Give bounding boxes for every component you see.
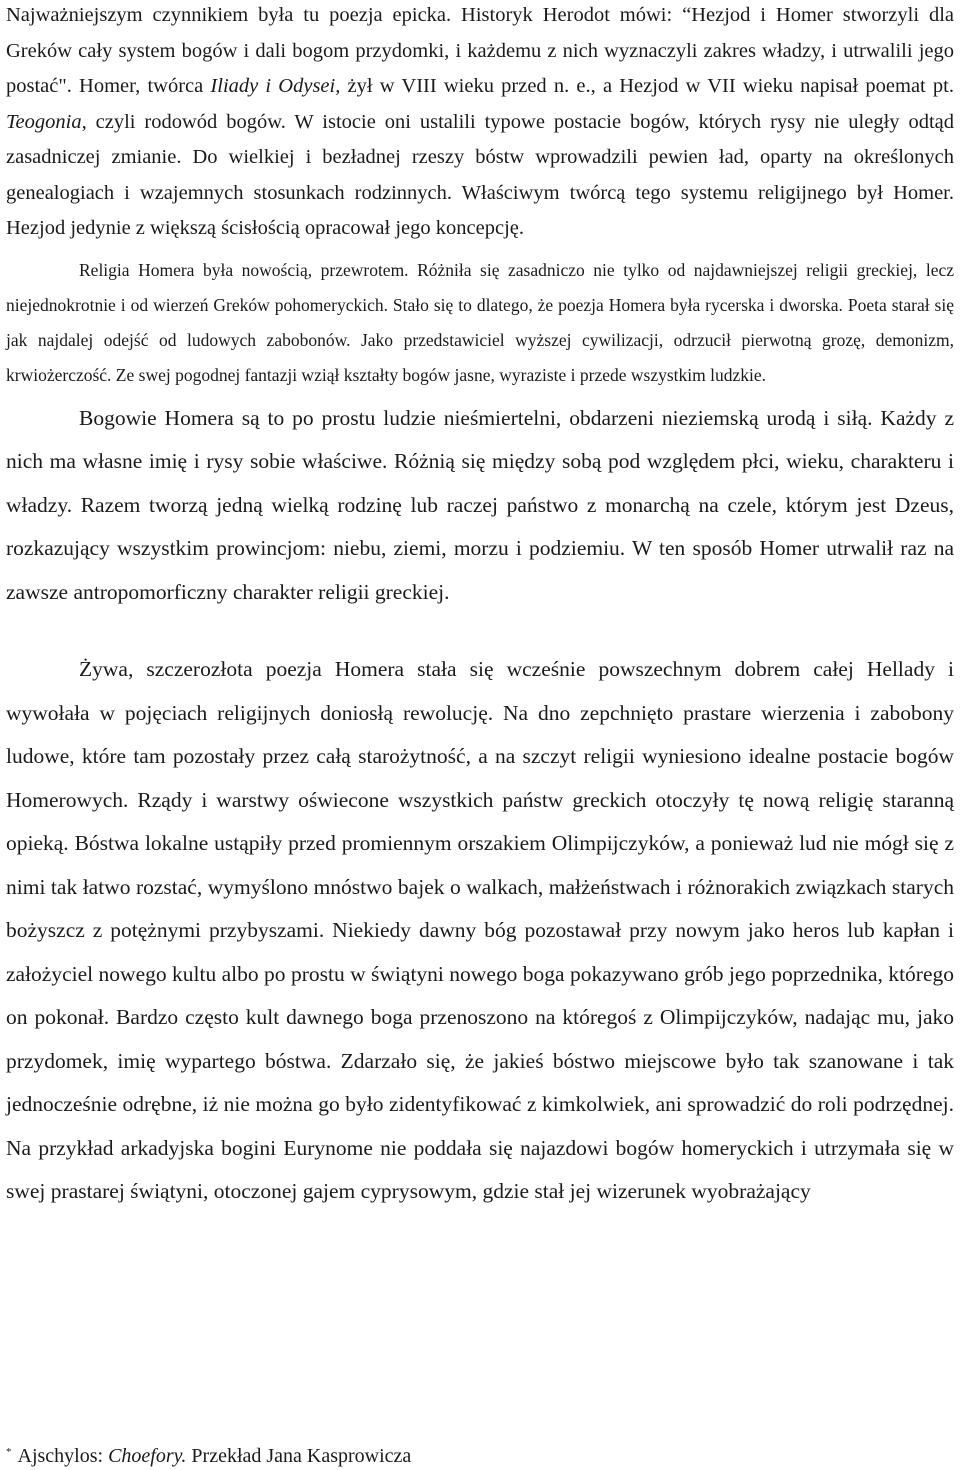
footnote-work-title: Choefory. [108,1445,187,1467]
paragraph-text: żył w VIII wieku przed n. e., a Hezjod w VII wieku napisał poemat pt. [340,75,954,97]
document-body [6,0,954,1214]
paragraph-text: czyli rodowód bogów. W istocie oni ustalili typowe postacie bogów, których rysy nie uległy odtąd zasadniczej zmianie. Do wielkiej i bezładnej rzeszy bóstw wprowadzili pewien ład, oparty na określonych genealogiach i wzajemnych stosunkach rodzinnych. Właściwym twórcą tego systemu religijnego był Homer. Hezjod jedynie z większą ścisłością opracował jego koncepcję. [6,110,954,239]
paragraph-epic-poetry [6,0,954,247]
work-title: Teogonia, [6,110,87,133]
paragraph-revolution: Żywa, szczerozłota poezja Homera stała się wcześnie powszechnym dobrem całej Hellady i wywołała w pojęciach religijnych doniosłą rewolucję. Na dno zepchnięto prastare wierzenia i zabobony ludowe, które tam pozostały przez całą starożytność, a na szczyt religii wyniesiono idealne postacie bogów Homerowych. Rządy i warstwy oświecone wszystkich państw greckich otoczyły tę nową religię staranną opieką. Bóstwa lokalne ustąpiły przed promiennym orszakiem Olimpijczyków, a ponieważ lud nie mógł się z nimi tak łatwo rozstać, wymyślono mnóstwo bajek o walkach, małżeństwach i różnorakich związkach starych bożyszcz z potężnymi przybyszami. Niekiedy dawny bóg pozostawał przy nowym jako heros lub kapłan i założyciel nowego kultu albo po prostu w świątyni nowego boga pokazywano grób jego poprzednika, którego on pokonał. Bardzo często kult dawnego boga przenoszono na któregoś z Olimpijczyków, nadając mu, jako przydomek, imię wypartego bóstwa. Zdarzało się, że jakieś bóstwo miejscowe było tak szanowane i tak jednocześnie odrębne, iż nie można go było zidentyfikować z kimkolwiek, ani sprowadzić do roli podrzędnej. Na przykład arkadyjska bogini Eurynome nie poddała się najazdowi bogów homeryckich i utrzymała się w swej prastarej świątyni, otoczonej gajem cyprysowym, gdzie stał jej wizerunek wyobrażający [6,657,954,1203]
paragraph-homer-gods: Bogowie Homera są to po prostu ludzie nieśmiertelni, obdarzeni nieziemską urodą i siłą. Każdy z nich ma własne imię i rysy sobie właściwe. Różnią się między sobą pod względem płci, wieku, charakteru i władzy. Razem tworzą jedną wielką rodzinę lub raczej państwo z monarchą na czele, którym jest Dzeus, rozkazujący wszystkim prowincjom: niebu, ziemi, morzu i podziemiu. W ten sposób Homer utrwalił raz na zawsze antropomorficzny charakter religii greckiej. [6,405,954,604]
work-title: Iliady i Odysei, [210,75,341,97]
footnote-marker: * [6,1446,12,1458]
footnote [6,1438,411,1470]
footnote-suffix: Przekład Jana Kasprowicza [186,1445,412,1467]
paragraph-homer-religion: Religia Homera była nowością, przewrotem. Różniła się zasadniczo nie tylko od najdawniejszej religii greckiej, lecz niejednokrotnie i od wierzeń Greków pohomeryckich. Stało się to dlatego, że poezja Homera była rycerska i dworska. Poeta starał się jak najdalej odejść od ludowych zabobonów. Jako przedstawiciel wyższej cywilizacji, odrzucił pierwotną grozę, demonizm, krwiożerczość. Ze swej pogodnej fantazji wziął kształty bogów jasne, wyraziste i przede wszystkim ludzkie. [6,259,954,385]
paragraph-text: Najważniejszym czynnikiem była tu poezja epicka. Historyk Herodot mówi: “Hezjod i Homer stworzyli dla Greków cały system bogów i dali bogom przydomki, i każdemu z nich wyznaczyli zakres władzy, i utrwalili jego postać". Homer, twórca [6,4,954,97]
footnote-prefix: Ajschylos: [17,1445,109,1467]
